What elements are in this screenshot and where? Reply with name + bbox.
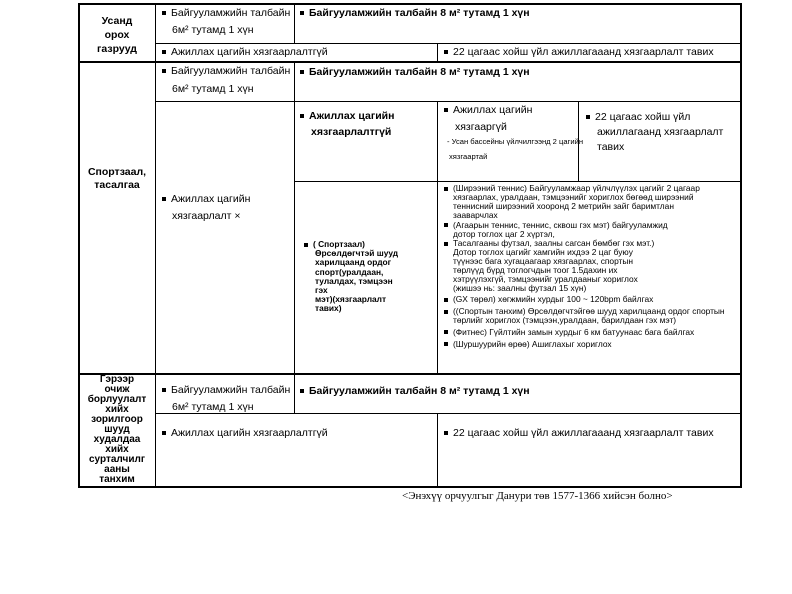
rule-item: (GX төрөл) хөгжмийн хурдыг 100 ~ 120bpm байлгах [444, 295, 736, 304]
row1-category [80, 14, 154, 56]
row2-capacity-a: Байгууламжийн талбайн [162, 65, 290, 78]
limit-none: Ажиллах цагийн [444, 104, 532, 117]
bullet-icon [162, 69, 166, 73]
category-line: Усанд [101, 15, 133, 27]
limit-22-line2: ажиллагаанд хязгаарлалт [597, 126, 724, 138]
category-line: газрууд [97, 43, 137, 55]
row3-capacity-a: Байгууламжийн талбайн [162, 384, 290, 397]
bullet-icon [162, 11, 166, 15]
row1-capacity-b: Байгууламжийн талбайн 8 м² тутамд 1 хүн [300, 7, 530, 20]
row3-capacity-b: Байгууламжийн талбайн 8 м² тутамд 1 хүн [300, 385, 530, 398]
row3-time-b: 22 цагаас хойш үйл ажиллагааанд хязгаарлалт тавих [444, 427, 714, 440]
bullet-icon [162, 197, 166, 201]
row1-time-b: 22 цагаас хойш үйл ажиллагааанд хязгаарлалт тавих [444, 46, 714, 59]
row1-capacity-a: Байгууламжийн талбайн [162, 7, 290, 20]
rule-item: Тасалгааны футзал, заалны сагсан бөмбөг гэх мэт.) Дотор тоглох цагийг хамгийн ихдээ 2 цаг буюу түүнээс бага хугацаагаар хязгаарлах, спортын төрлүүд бүрд тоглогчдын тоог 1.5дахин их хэтрүүлэхгүй, тэмцээнийг уралдааныг хориглох (жишээ нь: заалны футзал 15 хүн) [444, 239, 736, 292]
limit-none-line2: хязгааргүй [455, 121, 507, 133]
row2-capacity-b: Байгууламжийн талбайн 8 м² тутамд 1 хүн [300, 66, 530, 79]
sport-label-line: гэх [315, 285, 328, 296]
limit-none-note-line2: хязгаартай [449, 152, 488, 161]
sport-label-line: мэт)(хязгаарлалт [315, 294, 387, 305]
row1-capacity-a-line2: 6м² тутамд 1 хүн [172, 24, 254, 36]
rule-item: (Агаарын теннис, теннис, сквош гэх мэт) байгууламжид дотор тоглох цаг 2 хүртэл, [444, 221, 736, 239]
row3-category: Гэрээр очиж борлуулалт хийх зорилгоор шууд худалдаа хийх сурталчилг ааны танхим [87, 374, 147, 485]
bullet-icon [444, 242, 448, 246]
bullet-icon [586, 115, 590, 119]
bullet-icon [300, 389, 304, 393]
limit-none-note: - Усан бассейны үйлчилгээнд 2 цагийн [447, 137, 584, 146]
bullet-icon [162, 388, 166, 392]
bullet-icon [304, 243, 308, 247]
bullet-icon [444, 330, 448, 334]
bullet-icon [162, 431, 166, 435]
row3-time-a: Ажиллах цагийн хязгаарлалтгүй [162, 427, 328, 440]
sport-label-line: харилцаанд ордог [315, 257, 392, 268]
limit-22-line3: тавих [597, 141, 625, 153]
bullet-icon [162, 50, 166, 54]
row2-category [80, 166, 154, 192]
bullet-icon [444, 310, 448, 314]
bullet-icon [444, 187, 448, 191]
footnote: <Энэхүү орчуулгыг Данури төв 1577-1366 хийсэн болно> [402, 490, 673, 502]
row2-time-a-line2: хязгаарлалт × [172, 210, 241, 222]
bullet-icon [444, 108, 448, 112]
row3-capacity-a-line2: 6м² тутамд 1 хүн [172, 401, 254, 413]
sport-label-line: Өрсөлдөгчтэй шууд [315, 248, 399, 259]
row2-time-a: Ажиллах цагийн [162, 193, 250, 206]
rule-item: (Фитнес) Гүйлтийн замын хурдыг 6 км батуунаас бага байлгах [444, 328, 736, 337]
bullet-icon [444, 50, 448, 54]
limit-label-line2: хязгаарлалтгүй [311, 126, 392, 138]
row2-capacity-a-line2: 6м² тутамд 1 хүн [172, 83, 254, 95]
bullet-icon [444, 223, 448, 227]
bullet-icon [444, 342, 448, 346]
row1-time-a: Ажиллах цагийн хязгаарлалтгүй [162, 46, 328, 59]
category-line: орох [104, 29, 130, 41]
bullet-icon [444, 298, 448, 302]
rule-item: (Ширээний теннис) Байгууламжаар үйлчлүүлэх цагийг 2 цагаар хязгаарлах, уралдаан, тэмцээнийг хориглох бөгөөд ширээний теннисний ширээний хооронд 2 метрийн зайг баримтлан зааварчлах [444, 184, 736, 220]
limit-label: Ажиллах цагийн [300, 110, 394, 123]
sport-label-line: тулалдах, тэмцээн [315, 275, 393, 286]
category-line: тасалгаа [94, 179, 140, 191]
bullet-icon [300, 70, 304, 74]
bullet-icon [444, 431, 448, 435]
limit-22: 22 цагаас хойш үйл [586, 111, 690, 124]
sport-label-line: спорт(уралдаан, [315, 266, 384, 277]
bullet-icon [300, 11, 304, 15]
category-line: Спортзаал, [87, 166, 147, 178]
sport-label: ( Спортзаал) Өрсөлдөгчтэй шууд харилцаанд ордог спорт(уралдаан, тулалдах, тэмцээн гэх мэт)(хязгаарлалт тавих) [304, 240, 398, 314]
rule-list [444, 184, 736, 348]
rule-item: ((Спортын танхим) Өрсөлдөгчтэйгөө шууд харилцаанд ордог спортын төрлийг хориглох (тэмцээн,уралдаан, барилдаан гэх мэт) [444, 307, 736, 325]
rule-item: (Шуршуурийн өрөө) Ашиглахыг хориглох [444, 340, 736, 349]
bullet-icon [300, 114, 304, 118]
sport-label-line: тавих) [315, 303, 342, 314]
